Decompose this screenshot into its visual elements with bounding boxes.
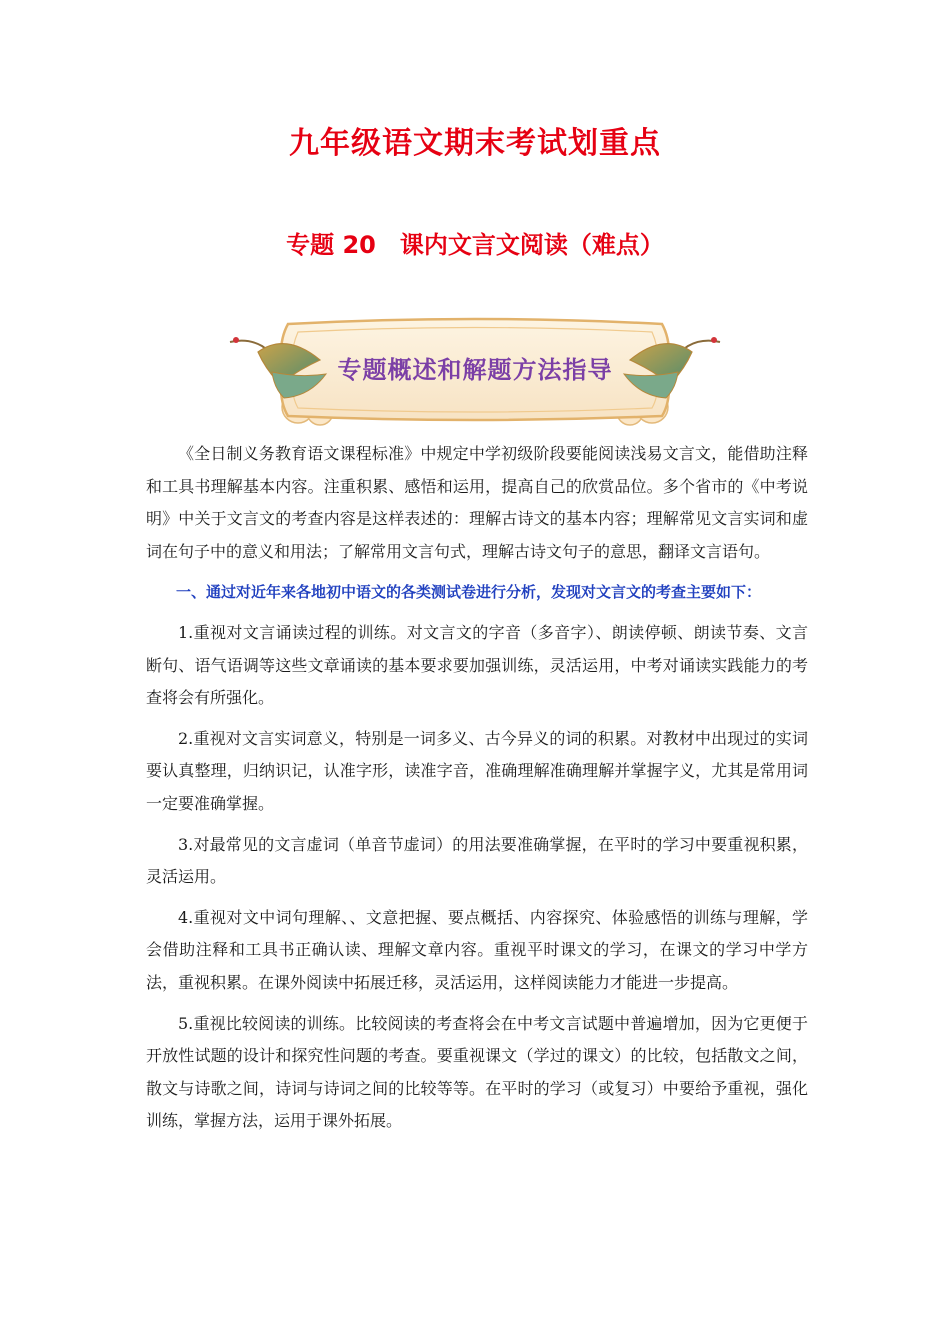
section-banner [228, 312, 722, 432]
point-item: 4.重视对文中词句理解、、文意把握、要点概括、内容探究、体验感悟的训练与理解，学会借助注释和工具书正确认读、理解文章内容。重视平时课文的学习，在课文的学习中学方法，重视积累。在课外阅读中拓展迁移，灵活运用，这样阅读能力才能进一步提高。 [146, 907, 808, 992]
point-item: 2.重视对文言实词意义，特别是一词多义、古今异义的词的积累。对教材中出现过的实词要认真整理，归纳识记，认准字形，读准字音，准确理解准确理解并掌握字义，尤其是常用词一定要准确掌握。 [146, 728, 808, 813]
intro-paragraph: 《全日制义务教育语文课程标准》中规定中学初级阶段要能阅读浅易文言文，能借助注释和工具书理解基本内容。注重积累、感悟和运用，提高自己的欣赏品位。多个省市的《中考说明》中关于文言文的考查内容是这样表述的：理解古诗文的基本内容；理解常见文言实词和虚词在句子中的意义和用法；了解常用文言句式，理解古诗文句子的意思，翻译文言语句。 [146, 444, 808, 561]
banner-label: 专题概述和解题方法指导 [337, 356, 613, 384]
point-item: 5.重视比较阅读的训练。比较阅读的考查将会在中考文言试题中普遍增加，因为它更便于开放性试题的设计和探究性问题的考查。要重视课文（学过的课文）的比较，包括散文之间，散文与诗歌之间，诗词与诗词之间的比较等等。在平时的学习（或复习）中要给予重视，强化训练，掌握方法，运用于课外拓展。 [146, 1013, 808, 1131]
page-title: 九年级语文期末考试划重点 [289, 126, 661, 161]
document-body [146, 438, 808, 1146]
point-item: 1.重视对文言诵读过程的训练。对文言文的字音（多音字）、朗读停顿、朗读节奏、文言断句、语气语调等这些文章诵读的基本要求要加强训练，灵活运用，中考对诵读实践能力的考查将会有所强化。 [146, 622, 808, 708]
section-heading: 一、通过对近年来各地初中语文的各类测试卷进行分析，发现对文言文的考查主要如下： [176, 583, 762, 602]
topic-subtitle: 专题 20 课内文言文阅读（难点） [286, 231, 664, 259]
point-item: 3.对最常见的文言虚词（单音节虚词）的用法要准确掌握，在平时的学习中要重视积累，灵活运用。 [146, 834, 808, 887]
